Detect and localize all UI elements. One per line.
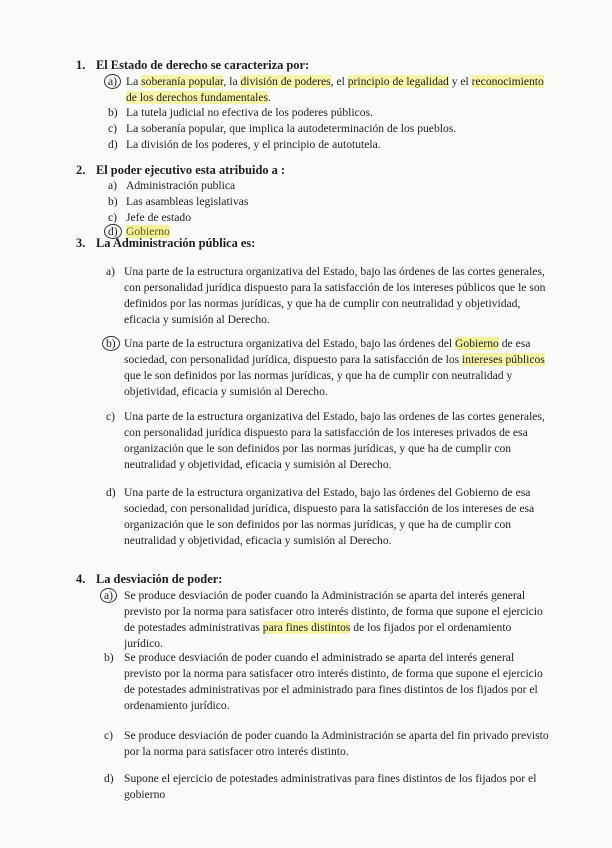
question-1-option-c: c) La soberanía popular, que implica la autodeterminación de los pueblos. <box>108 122 457 135</box>
question-3-option-c: c) Una parte de la estructura organizativa del Estado, bajo las ordenes de las cortes generales, con personalidad jurídica dispuesto para la satisfacción de los intereses privados de esa organización que le son definidos por las normas jurídicas, y que ha de cumplir con neutralidad y objetividad, eficacia y sumisión al Derecho. <box>106 410 545 471</box>
question-4-title: 4. La desviación de poder: <box>76 572 223 586</box>
answer-circle-mark: a) <box>100 588 117 603</box>
question-4-option-b: b) Se produce desviación de poder cuando el administrado se aparta del interés general previsto por la norma para satisfacer otro interés distinto, de forma que supone el ejercicio de potestades administrativas por el administrado para fines distintos de los fijados por el ordenamiento jurídico. <box>104 651 543 712</box>
question-3-option-a: a) Una parte de la estructura organizativa del Estado, bajo las órdenes de las cortes generales, con personalidad jurídica dispuesto para la satisfacción de los intereses públicos que le son definidos por las normas jurídicas, y que ha de cumplir con neutralidad y objetividad, eficacia y sumisión al Derecho. <box>106 265 546 326</box>
highlight: para fines distintos <box>262 621 351 634</box>
question-1-option-d: d) La división de los poderes, y el principio de autotutela. <box>108 138 381 151</box>
highlight: Gobierno <box>126 225 170 238</box>
answer-circle-mark: d) <box>104 224 122 239</box>
highlight: Gobierno <box>455 337 499 350</box>
highlight: intereses públicos <box>462 353 545 366</box>
question-4-option-c: c) Se produce desviación de poder cuando la Administración se aparta del fin privado previsto por la norma para satisfacer otro interés distinto. <box>104 729 549 758</box>
question-1-option-a: a) La soberanía popular, la división de poderes, el principio de legalidad y el reconocimiento de los derechos fundamentales. <box>108 74 548 106</box>
question-1-title: 1. El Estado de derecho se caracteriza por: <box>76 58 310 72</box>
answer-circle-mark: a) <box>104 74 121 89</box>
question-3-title: 3. La Administración pública es: <box>76 236 256 250</box>
highlight: principio de legalidad <box>347 75 449 88</box>
highlight: reconocimiento de los derechos fundamentales <box>126 75 544 104</box>
answer-circle-mark: b) <box>102 336 120 351</box>
question-1-option-b: b) La tutela judicial no efectiva de los poderes públicos. <box>108 106 373 119</box>
highlight: soberanía popular <box>141 75 224 88</box>
question-2-option-c: c) Jefe de estado <box>108 211 192 224</box>
question-2-option-a: a) Administración publica <box>108 179 236 192</box>
question-3-option-d: d) Una parte de la estructura organizativa del Estado, bajo las órdenes del Gobierno de esa sociedad, con personalidad jurídica, dispuesto para la satisfacción de los intereses de esa organización que le son definidos por las normas jurídicas, y que ha de cumplir con neutralidad y objetividad, eficacia y sumisión al Derecho. <box>106 486 535 547</box>
question-3-option-b: b) Una parte de la estructura organizativa del Estado, bajo las órdenes del Gobierno de esa sociedad, con personalidad jurídica, dispuesto para la satisfacción de los intereses públicos que le son definidos por las normas jurídicas, y que ha de cumplir con neutralidad y objetividad, eficacia y sumisión al Derecho. <box>106 336 546 400</box>
question-4-option-d: d) Supone el ejercicio de potestades administrativas para fines distintos de los fijados por el gobierno <box>104 772 537 801</box>
question-4-option-a: a) Se produce desviación de poder cuando la Administración se aparta del interés general previsto por la norma para satisfacer otro interés distinto, de forma que supone el ejercicio de potestades administrativas para fines distintos de los fijados por el ordenamiento jurídico. <box>104 588 550 652</box>
question-2-title: 2. El poder ejecutivo esta atribuido a : <box>76 163 286 177</box>
highlight: división de poderes <box>240 75 331 88</box>
question-2-option-b: b) Las asambleas legislativas <box>108 195 249 208</box>
